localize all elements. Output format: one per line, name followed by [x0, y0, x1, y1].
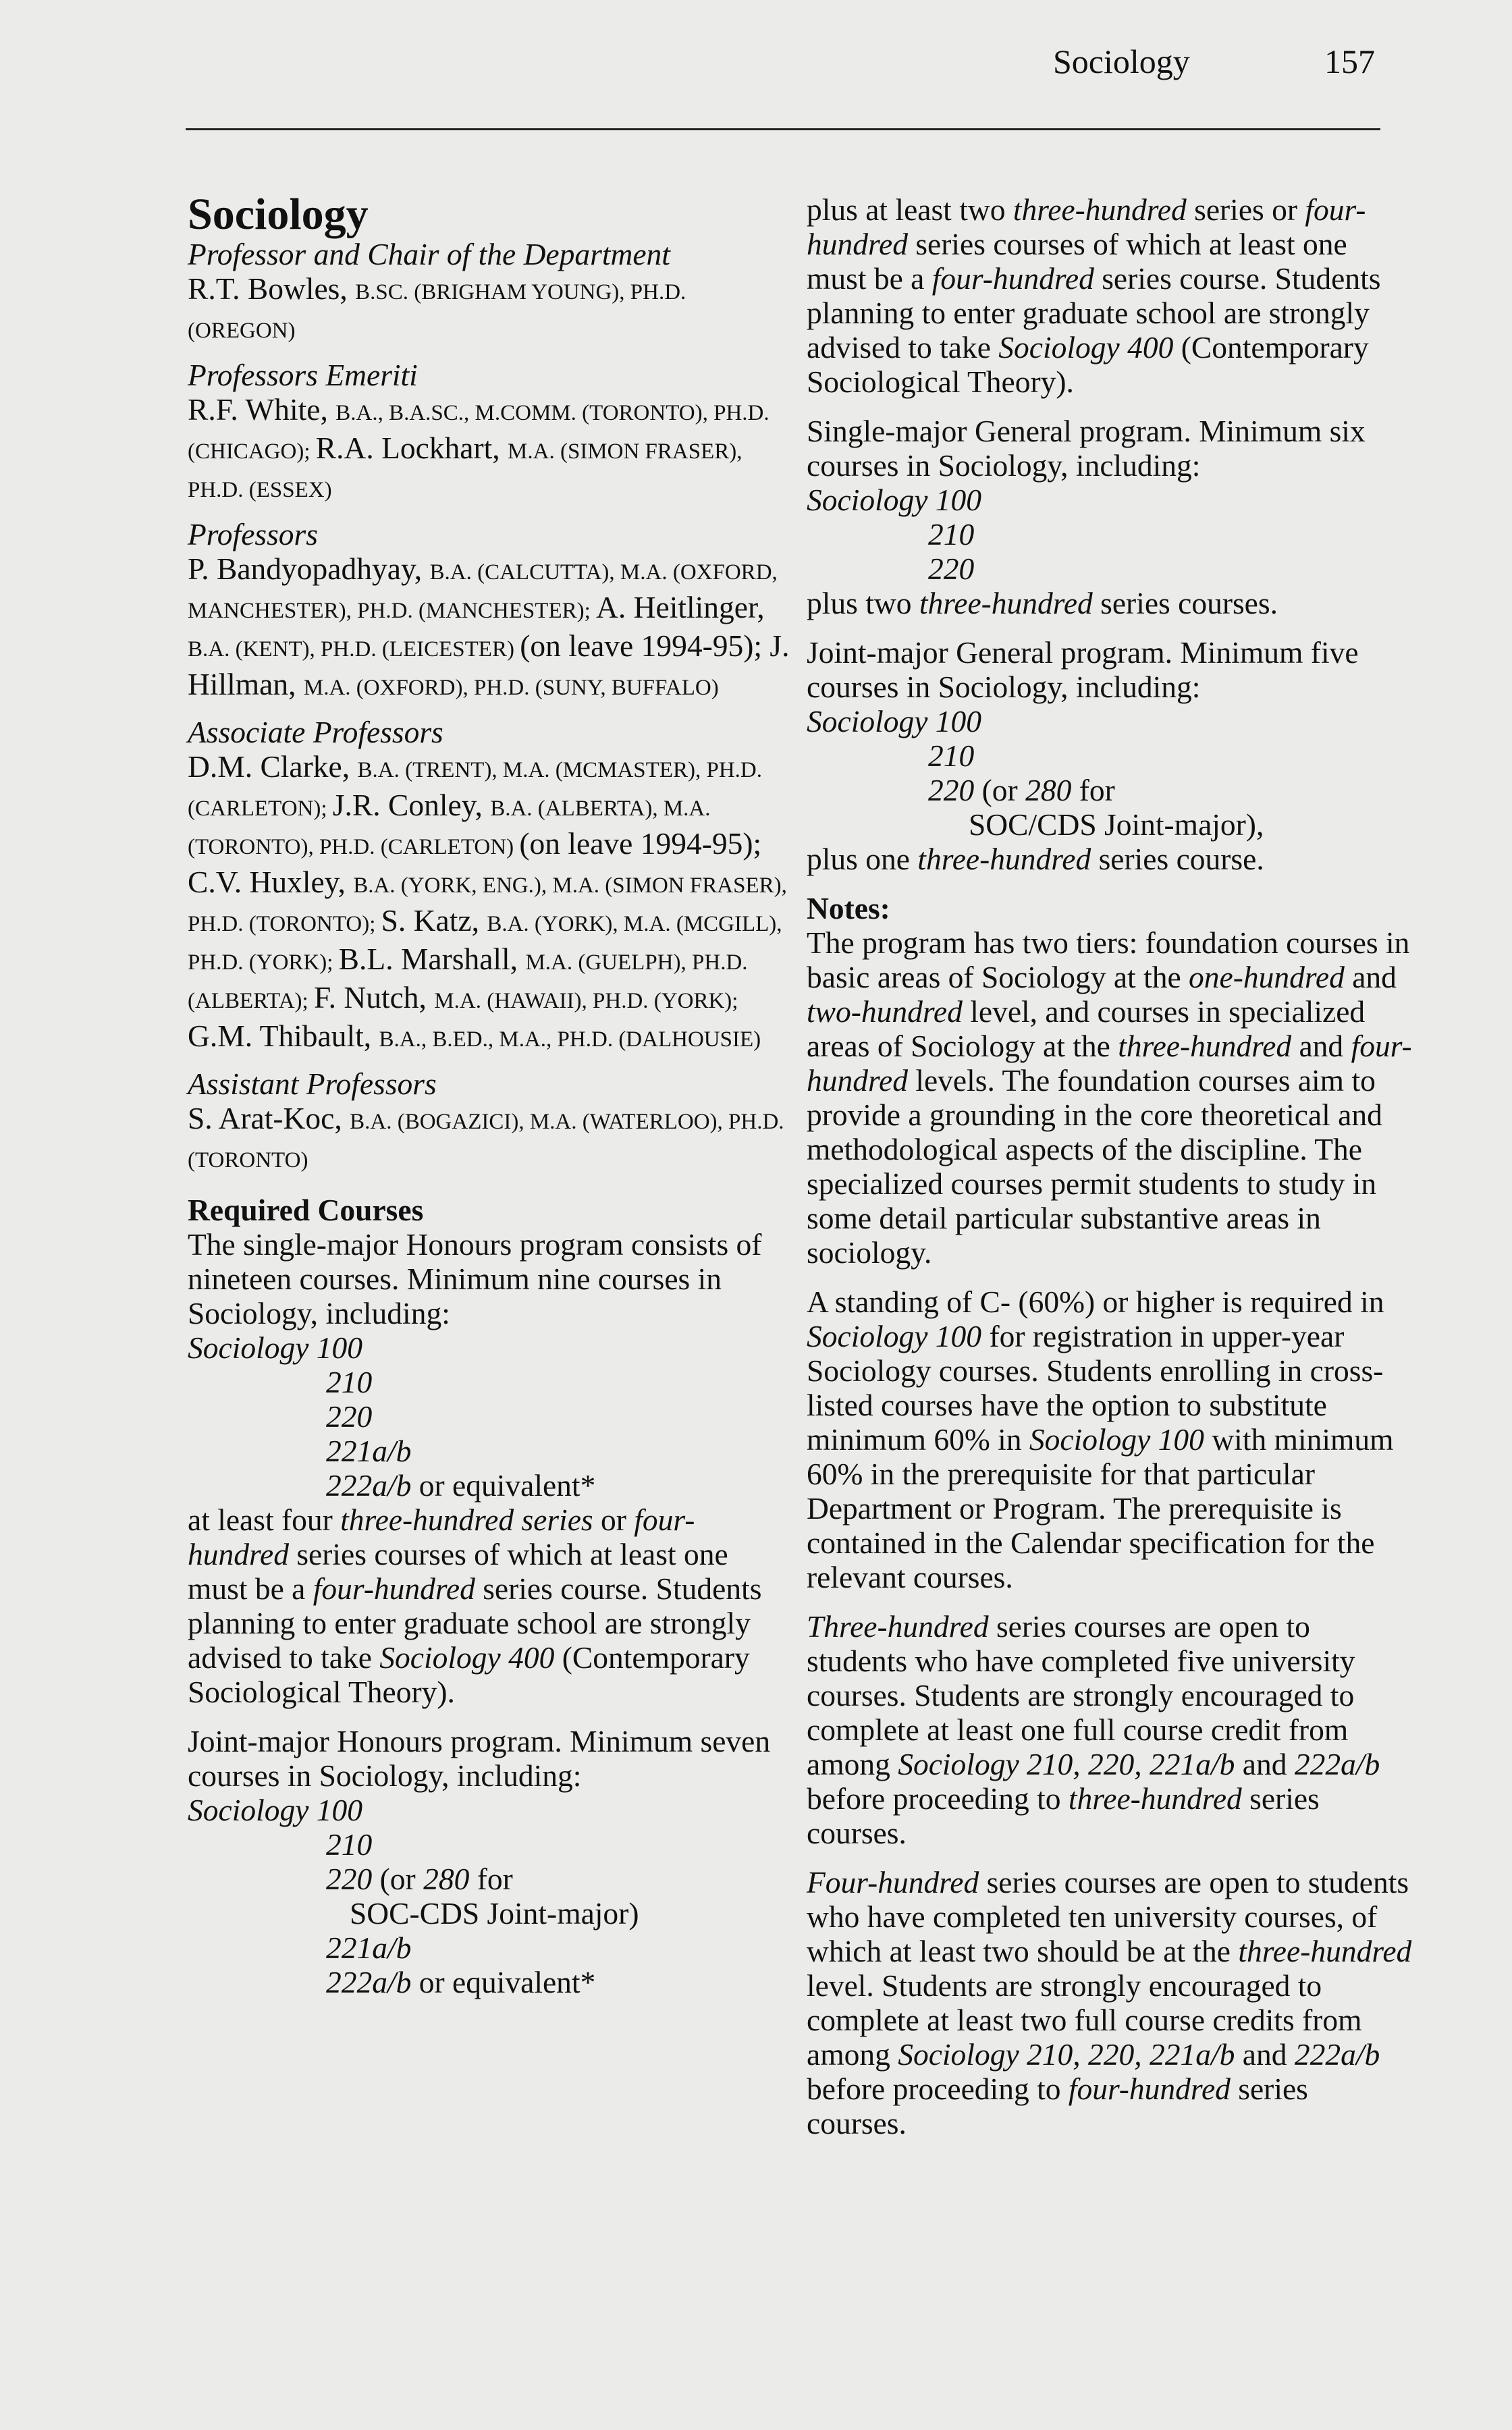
text-run: series courses are open to students who have completed five university courses. Students are strongly encouraged to complete at least one full course credit from among	[807, 1609, 1355, 1781]
text-run: three-hundred	[1013, 192, 1187, 227]
text-run: with minimum 60% in the prerequisite for that particular Department or Program. The prerequisite is contained in the Calendar specification for the relevant courses.	[807, 1422, 1394, 1594]
course-number: 220	[928, 773, 975, 807]
faculty-credentials: B.A., B.A.SC., M.COMM. (TORONTO), PH.D. (CHICAGO);	[188, 401, 770, 464]
emeriti-list	[188, 392, 795, 508]
page-number: 157	[1324, 43, 1375, 80]
faculty-name: R.F. White,	[188, 392, 336, 427]
faculty-credentials: B.A. (CALCUTTA), M.A. (OXFORD, MANCHESTER), PH.D. (MANCHESTER);	[188, 560, 778, 623]
text-run: before proceeding to	[807, 1781, 1069, 1816]
running-header-title: Sociology	[1053, 43, 1190, 80]
text-run: (Contemporary Sociological Theory).	[807, 330, 1369, 399]
text-run: Sociology 210, 220, 221a/b	[898, 1747, 1235, 1781]
text-run: Sociology 400	[379, 1640, 555, 1675]
text-run: and	[1344, 960, 1397, 994]
notes-paragraph-4	[807, 1865, 1414, 2140]
text-run: four-hundred	[807, 192, 1366, 261]
course-item	[188, 1468, 795, 1503]
faculty-name: S. Katz,	[381, 903, 487, 938]
text-run: series courses are open to students who have completed ten university courses, of which at least two should be at the	[807, 1865, 1409, 1968]
faculty-credentials: B.A., B.ED., M.A., PH.D. (DALHOUSIE)	[379, 1027, 761, 1052]
course-number: 280	[423, 1862, 470, 1896]
text-run: three-hundred	[1118, 1029, 1292, 1063]
text-run: A standing of C- (60%) or higher is required in	[807, 1285, 1384, 1319]
text-run: Three-hundred	[807, 1609, 989, 1644]
course-item	[188, 1399, 795, 1434]
faculty-name: C.V. Huxley,	[188, 865, 354, 899]
jm-honours-intro: Joint-major Honours program. Minimum seven courses in Sociology, including:	[188, 1724, 771, 1793]
course-number: 220	[326, 1862, 373, 1896]
assistants-list	[188, 1101, 795, 1178]
text-run: Four-hundred	[807, 1865, 979, 1899]
text-run: course. Students planning to enter graduate school are strongly advised to take	[188, 1571, 762, 1675]
course-name: Sociology 100	[188, 1793, 363, 1827]
course-item	[188, 1862, 795, 1896]
faculty-name: P. Bandyopadhyay,	[188, 551, 430, 586]
professors-list	[188, 551, 795, 705]
course-name: Sociology 100	[188, 1330, 363, 1365]
or-equivalent: or equivalent*	[411, 1468, 596, 1503]
text-run: series courses.	[807, 2072, 1308, 2140]
faculty-credentials: M.A. (OXFORD), PH.D. (SUNY, BUFFALO)	[303, 676, 719, 700]
section-title: Sociology	[188, 190, 369, 239]
faculty-credentials: B.A. (TRENT), M.A. (MCMASTER), PH.D. (CARLETON);	[188, 758, 762, 821]
text-run: series courses.	[807, 1781, 1320, 1850]
jm-honours-rest	[807, 192, 1414, 399]
text-run: series courses.	[1092, 586, 1278, 620]
course-item	[188, 1965, 795, 1999]
text-run: Sociology 400	[998, 330, 1174, 364]
course-item	[807, 773, 1414, 807]
leave-note: (on leave 1994-95);	[520, 628, 770, 663]
faculty-credentials: M.A. (SIMON FRASER), PH.D. (ESSEX)	[188, 439, 742, 502]
professors-label: Professors	[188, 517, 318, 551]
text-run: Sociology 100	[1029, 1422, 1204, 1457]
text-run: The program has two tiers: foundation courses in basic areas of Sociology at the	[807, 925, 1410, 994]
text-run: series or	[1186, 192, 1297, 227]
text-run: 222a/b	[1294, 2037, 1380, 2072]
course-list-label	[188, 1793, 795, 1827]
required-heading: Required Courses	[188, 1193, 424, 1227]
text-run: 222a/b	[1294, 1747, 1380, 1781]
text-run: three-hundred	[917, 842, 1091, 876]
text-run: (or	[372, 1862, 424, 1896]
sm-honours-intro: The single-major Honours program consists of nineteen courses. Minimum nine courses in Sociology, including:	[188, 1227, 762, 1330]
text-run: series courses of which at least one must be a	[807, 227, 1347, 296]
notes-paragraph-2	[807, 1285, 1414, 1594]
faculty-name: B.L. Marshall,	[338, 942, 526, 976]
sm-general-intro: Single-major General program. Minimum six courses in Sociology, including:	[807, 414, 1366, 483]
sm-general-rest	[807, 586, 1414, 620]
right-column	[807, 192, 1414, 2140]
chair-label: Professor and Chair of the Department	[188, 237, 670, 271]
faculty-name: G.M. Thibault,	[188, 1019, 379, 1053]
text-run: four-hundred	[188, 1503, 695, 1571]
course-number: 222a/b	[326, 1468, 412, 1503]
faculty-credentials: M.A. (HAWAII), PH.D. (YORK);	[434, 989, 738, 1013]
course-item	[807, 551, 1414, 586]
header-rule	[186, 128, 1380, 130]
text-run: one-hundred	[1189, 960, 1345, 994]
course-number: 221a/b	[326, 1434, 412, 1468]
chair-list	[188, 271, 795, 348]
text-run: four-hundred	[1068, 2072, 1231, 2106]
course-name: Sociology 100	[807, 483, 982, 517]
course-item	[807, 738, 1414, 773]
faculty-name: D.M. Clarke,	[188, 749, 358, 784]
text-run: plus two	[807, 586, 919, 620]
text-run: four-hundred	[313, 1571, 475, 1606]
course-number: 210	[928, 517, 975, 551]
notes-paragraph-3	[807, 1609, 1414, 1850]
course-list-label	[188, 1330, 795, 1365]
or-equivalent: or equivalent*	[411, 1965, 596, 1999]
text-run: series course.	[1091, 842, 1264, 876]
text-run: three-hundred	[1238, 1934, 1412, 1968]
course-number: 210	[326, 1827, 373, 1862]
course-number: 210	[928, 738, 975, 773]
text-run: for registration in upper-year Sociology courses. Students enrolling in cross-listed courses have the option to substitute minimum 60% in	[807, 1319, 1384, 1457]
text-run: levels. The foundation courses aim to provide a grounding in the core theoretical and methodological aspects of the discipline. The specialized courses permit students to study in some detail particular substantive areas in sociology.	[807, 1063, 1382, 1270]
faculty-credentials: B.A. (ALBERTA), M.A. (TORONTO), PH.D. (CARLETON)	[188, 796, 711, 859]
associates-list	[188, 749, 795, 1057]
faculty-name: J. Hillman,	[188, 628, 790, 701]
text-run: before proceeding to	[807, 2072, 1069, 2106]
text-run: level, and courses in specialized areas of Sociology at the	[807, 994, 1366, 1063]
faculty-credentials: M.A. (GUELPH), PH.D. (ALBERTA);	[188, 950, 748, 1013]
course-item	[188, 1827, 795, 1862]
text-run: for	[1071, 773, 1115, 807]
text-run: (Contemporary Sociological Theory).	[188, 1640, 750, 1709]
course-number: 222a/b	[326, 1965, 412, 1999]
text-run: course. Students planning to enter graduate school are strongly advised to take	[807, 261, 1381, 364]
course-item	[188, 1365, 795, 1399]
text-run: for	[469, 1862, 513, 1896]
course-list-label	[807, 704, 1414, 738]
course-number: 280	[1025, 773, 1072, 807]
text-run: two-hundred	[807, 994, 963, 1029]
text-run: (or	[974, 773, 1026, 807]
faculty-credentials: B.A. (YORK), M.A. (MCGILL), PH.D. (YORK);	[188, 912, 782, 975]
text-run: and	[1291, 1029, 1351, 1063]
faculty-credentials: B.A. (BOGAZICI), M.A. (WATERLOO), PH.D. (TORONTO)	[188, 1110, 784, 1172]
course-number: 220	[928, 551, 975, 586]
course-item: SOC/CDS Joint-major),	[969, 807, 1264, 842]
text-run: level. Students are strongly encouraged to complete at least two full course credits from among	[807, 1968, 1362, 2072]
text-run: three-hundred	[1068, 1781, 1242, 1816]
course-item: SOC-CDS Joint-major)	[350, 1896, 639, 1931]
faculty-name: R.A. Lockhart,	[315, 431, 508, 465]
course-number: 220	[326, 1399, 373, 1434]
faculty-credentials: B.SC. (BRIGHAM YOUNG), PH.D. (OREGON)	[188, 280, 686, 343]
text-run: at least four	[188, 1503, 341, 1537]
text-run: plus at least two	[807, 192, 1013, 227]
text-run: Sociology 100	[807, 1319, 982, 1353]
course-name: Sociology 100	[807, 704, 982, 738]
text-run: and	[1235, 1747, 1295, 1781]
jm-general-rest	[807, 842, 1414, 876]
course-number: 221a/b	[326, 1931, 412, 1965]
course-list-label	[807, 483, 1414, 517]
text-run: and	[1242, 2037, 1295, 2072]
course-item	[188, 1434, 795, 1468]
text-run: four-hundred	[932, 261, 1094, 296]
faculty-name: S. Arat-Koc,	[188, 1101, 350, 1135]
text-run: Sociology 210, 220, 221a/b	[898, 2037, 1235, 2072]
faculty-name: J.R. Conley,	[332, 788, 491, 822]
text-run: or	[593, 1503, 626, 1537]
course-number: 210	[326, 1365, 373, 1399]
faculty-credentials: B.A. (KENT), PH.D. (LEICESTER)	[188, 637, 520, 662]
faculty-credentials: B.A. (YORK, ENG.), M.A. (SIMON FRASER), PH.D. (TORONTO);	[188, 873, 787, 936]
assistant-label: Assistant Professors	[188, 1066, 437, 1101]
sm-honours-rest	[188, 1503, 795, 1709]
faculty-name: R.T. Bowles,	[188, 271, 356, 306]
faculty-name: A. Heitlinger,	[596, 590, 765, 624]
notes-paragraph-1	[807, 925, 1414, 1270]
faculty-name: F. Nutch,	[313, 980, 435, 1015]
notes-heading: Notes:	[807, 891, 890, 925]
text-run: series courses of which at least one must be a	[188, 1537, 728, 1606]
course-item	[188, 1931, 795, 1965]
text-run: series	[475, 1571, 553, 1606]
text-run: plus one	[807, 842, 918, 876]
emeriti-label: Professors Emeriti	[188, 358, 418, 392]
text-run: series	[1094, 261, 1172, 296]
associate-label: Associate Professors	[188, 715, 443, 749]
course-item	[807, 517, 1414, 551]
jm-general-intro: Joint-major General program. Minimum five courses in Sociology, including:	[807, 635, 1359, 704]
text-run: three-hundred series	[340, 1503, 593, 1537]
text-run: four-hundred	[807, 1029, 1412, 1098]
left-column	[188, 192, 795, 1999]
text-run: three-hundred	[919, 586, 1093, 620]
leave-note: (on leave 1994-95);	[519, 826, 762, 861]
